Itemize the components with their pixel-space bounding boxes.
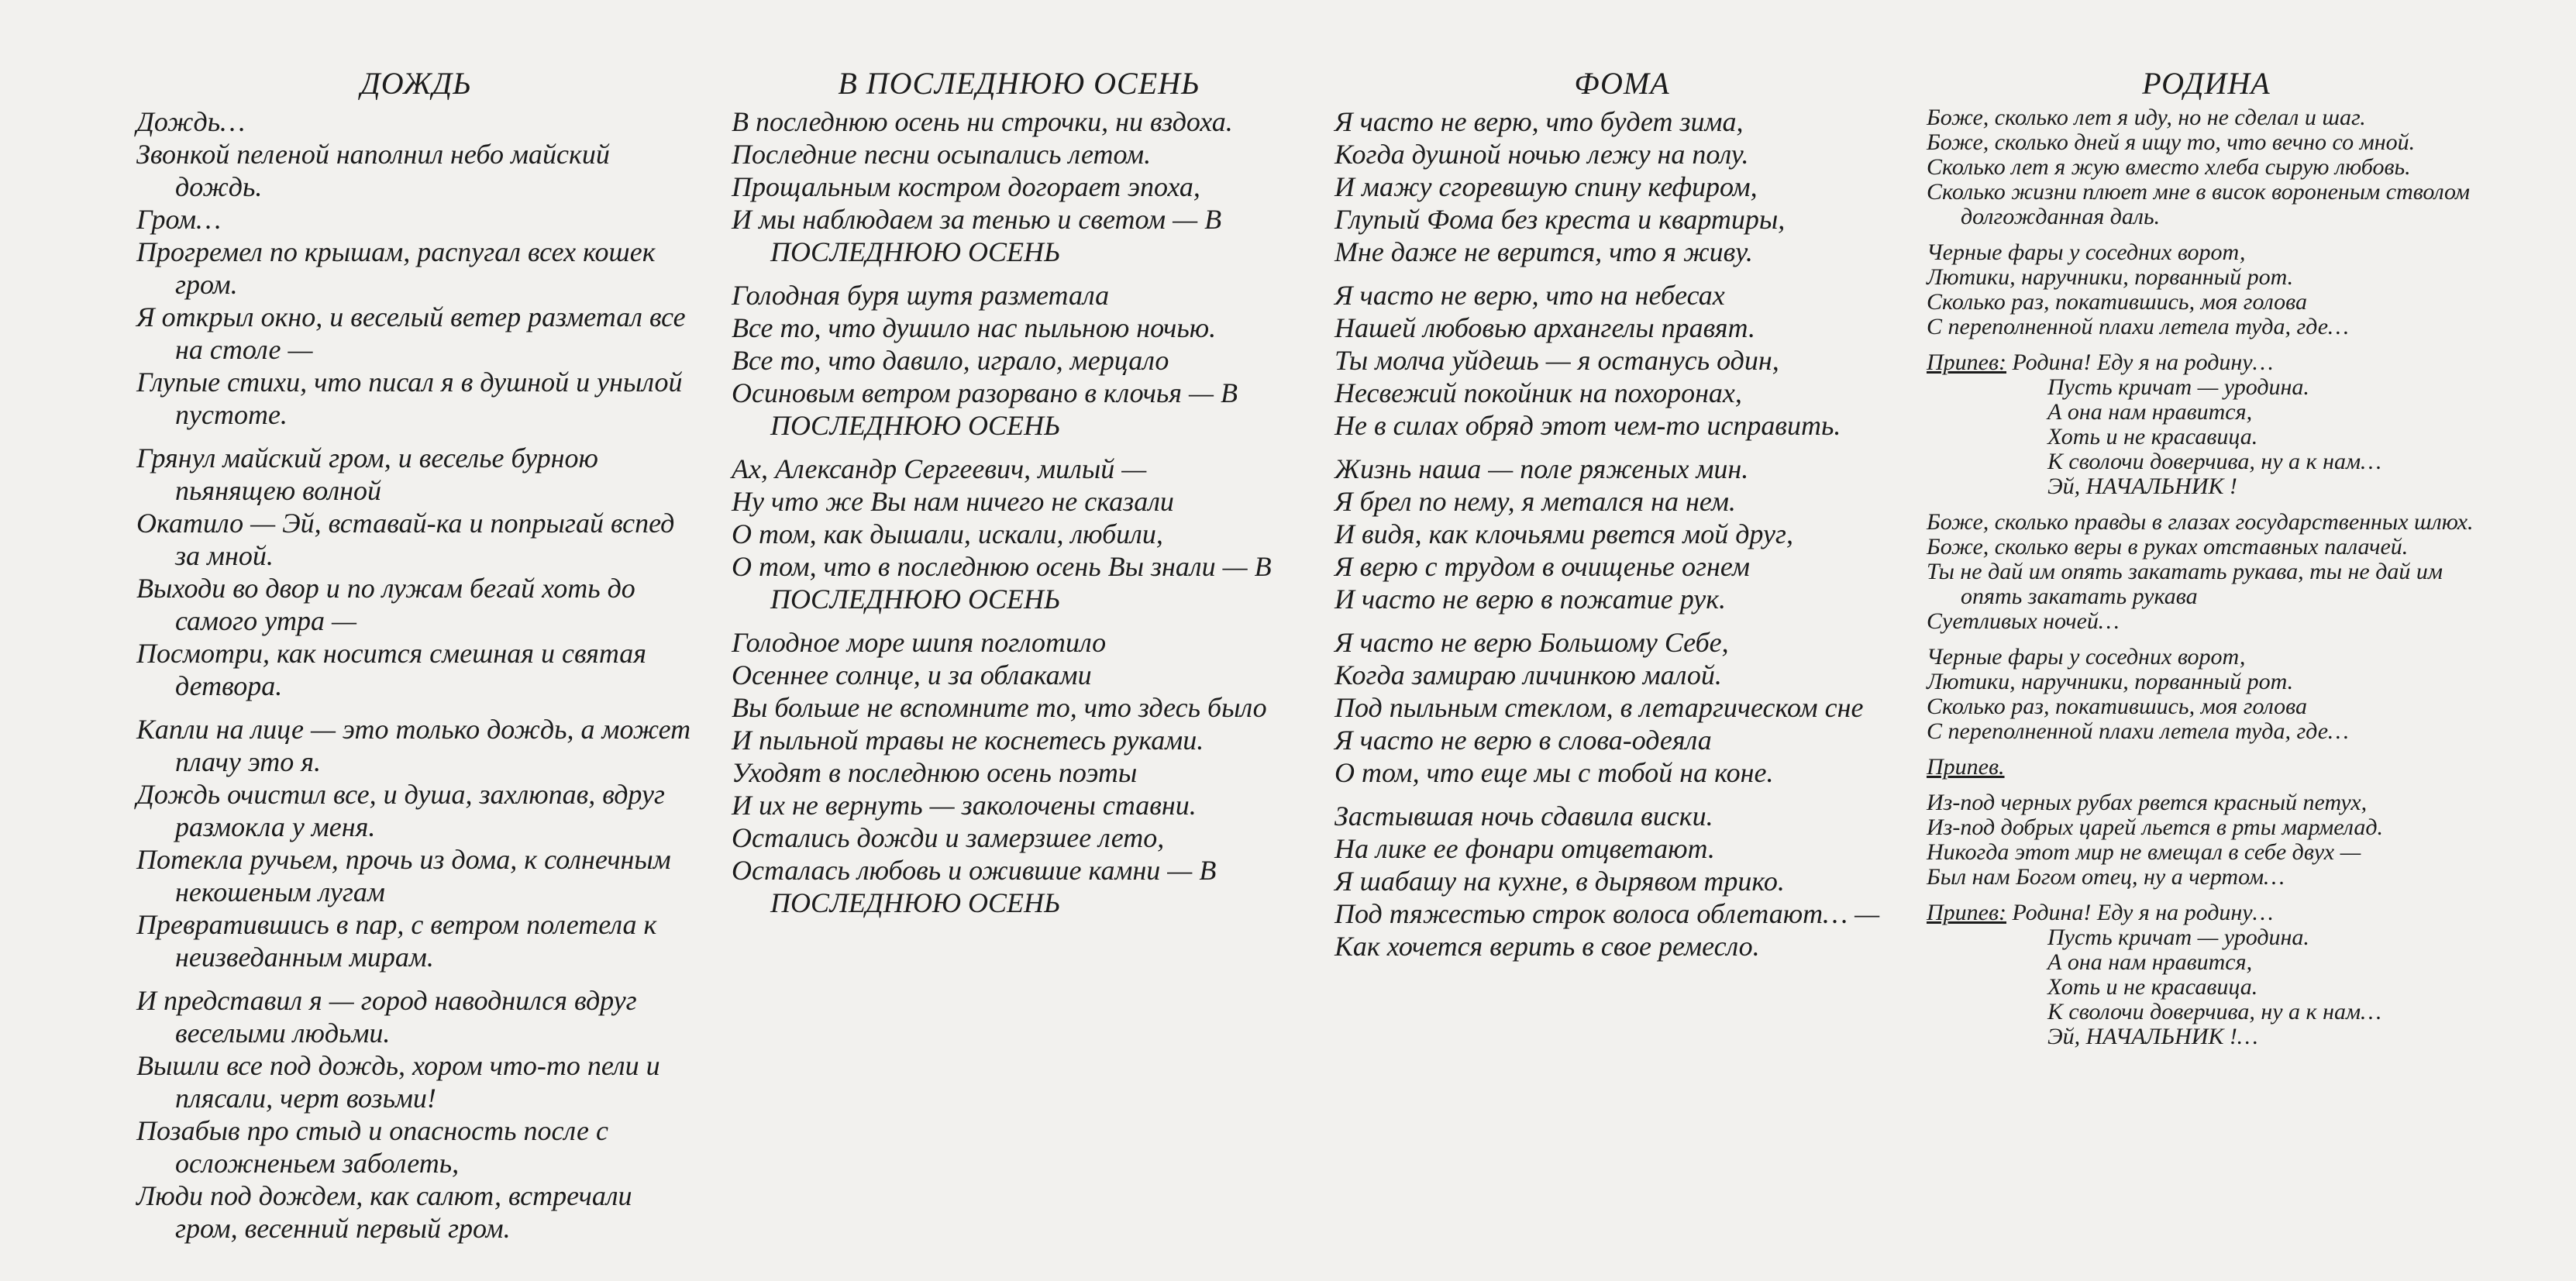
- stanza: [1334, 279, 1910, 442]
- verse-line: Суетливых ночей…: [1927, 608, 2120, 634]
- verse-line: Люди под дождем, как салют, встречали гром, весенний первый гром.: [136, 1180, 632, 1244]
- verse-line: Я верю с трудом в очищенье огнем: [1334, 551, 1750, 582]
- verse-line: Когда душной ночью лежу на полу.: [1334, 139, 1749, 170]
- verse-line: Несвежий покойник на похоронах,: [1334, 377, 1742, 408]
- verse-line: Превратившись в пар, с ветром полетела к неизведанным мирам.: [136, 909, 657, 973]
- verse-line: Сколько лет я жую вместо хлеба сырую любовь.: [1927, 154, 2411, 180]
- verse-line: Ты молча уйдешь — я останусь один,: [1334, 345, 1779, 376]
- stanza: [732, 453, 1307, 615]
- chorus-label: Припев:: [1927, 900, 2006, 925]
- verse-line: Был нам Богом отец, ну а чертом…: [1927, 864, 2285, 890]
- chorus-line: Эй, НАЧАЛЬНИК !: [2047, 473, 2237, 499]
- verse-line: С переполненной плахи летела туда, где…: [1927, 718, 2349, 744]
- verse-line: Дождь…: [136, 106, 246, 137]
- verse-line: Как хочется верить в свое ремесло.: [1334, 931, 1760, 962]
- verse-line: Под тяжестью строк волоса облетают… —: [1334, 898, 1880, 929]
- verse-line: Осталась любовь и ожившие камни — В ПОСЛЕДНЮЮ ОСЕНЬ: [732, 855, 1217, 918]
- verse-line: Ах, Александр Сергеевич, милый —: [732, 453, 1147, 484]
- verse-line: Из-под добрых царей льется в рты мармелад.: [1927, 814, 2383, 840]
- stanza: [136, 713, 696, 973]
- stanza: [1927, 240, 2486, 339]
- verse-line: Лютики, наручники, порванный рот.: [1927, 669, 2294, 694]
- poem-title: ФОМА: [1574, 66, 1670, 101]
- chorus-line: Пусть кричат — уродина.: [2047, 374, 2309, 400]
- verse-line: Под пыльным стеклом, в летаргическом сне: [1334, 692, 1864, 723]
- stanza: [136, 984, 696, 1245]
- stanza: [1927, 510, 2486, 634]
- verse-line: Прогремел по крышам, распугал всех кошек гром.: [136, 236, 656, 300]
- verse-line: О том, что в последнюю осень Вы знали — В ПОСЛЕДНЮЮ ОСЕНЬ: [732, 551, 1272, 615]
- verse-line: Я шабашу на кухне, в дырявом трико.: [1334, 866, 1785, 897]
- verse-line: Звонкой пеленой наполнил небо майский дождь.: [136, 139, 610, 202]
- stanza: [732, 626, 1307, 919]
- chorus-line: Пусть кричат — уродина.: [2047, 925, 2309, 950]
- poem-rodina: [1927, 65, 2486, 1060]
- stanza: [136, 105, 696, 431]
- verse-line: Позабыв про стыд и опасность после с осложненьем заболеть,: [136, 1115, 608, 1179]
- verse-line: Сколько жизни плюет мне в висок вороненым стволом долгожданная даль.: [1927, 179, 2471, 229]
- verse-line: Голодная буря шутя разметала: [732, 280, 1110, 311]
- verse-line: И пыльной травы не коснетесь руками.: [732, 725, 1204, 756]
- verse-line: Я часто не верю, что на небесах: [1334, 280, 1725, 311]
- verse-line: И мажу сгоревшую спину кефиром,: [1334, 171, 1758, 202]
- verse-line: С переполненной плахи летела туда, где…: [1927, 314, 2349, 339]
- chorus: [1927, 350, 2486, 499]
- verse-line: Последние песни осыпались летом.: [732, 139, 1152, 170]
- verse-line: И часто не верю в пожатие рук.: [1334, 584, 1727, 615]
- chorus-label-line: [1927, 755, 2486, 780]
- verse-line: Боже, сколько дней я ищу то, что вечно со мной.: [1927, 129, 2416, 155]
- verse-line: Остались дожди и замерзшее лето,: [732, 822, 1165, 853]
- stanza: [732, 279, 1307, 442]
- verse-line: Грянул майский гром, и веселье бурною пьянящею волной: [136, 442, 598, 506]
- chorus-line: А она нам нравится,: [2047, 399, 2253, 425]
- verse-line: На лике ее фонари отцветают.: [1334, 833, 1715, 864]
- stanza: [1334, 800, 1910, 962]
- verse-line: И их не вернуть — заколочены ставни.: [732, 790, 1197, 821]
- stanza: [1927, 105, 2486, 229]
- chorus-line: А она нам нравится,: [2047, 949, 2253, 975]
- verse-line: Гром…: [136, 204, 222, 235]
- verse-line: Все то, что давило, играло, мерцало: [732, 345, 1169, 376]
- chorus-line: Эй, НАЧАЛЬНИК !…: [2047, 1024, 2258, 1049]
- verse-line: Все то, что душило нас пыльною ночью.: [732, 312, 1217, 343]
- verse-line: И представил я — город наводнился вдруг веселыми людьми.: [136, 985, 637, 1049]
- verse-line: В последнюю осень ни строчки, ни вздоха.: [732, 106, 1233, 137]
- verse-line: Ты не дай им опять закатать рукава, ты не дай им опять закатать рукава: [1927, 559, 2443, 609]
- verse-line: Когда замираю личинкою малой.: [1334, 659, 1722, 690]
- verse-line: О том, что еще мы с тобой на коне.: [1334, 757, 1774, 788]
- verse-line: Не в силах обряд этот чем-то исправить.: [1334, 410, 1841, 441]
- verse-line: Застывшая ночь сдавила виски.: [1334, 801, 1713, 832]
- verse-line: Мне даже не верится, что я живу.: [1334, 236, 1753, 267]
- verse-line: Боже, сколько веры в руках отставных палачей.: [1927, 534, 2409, 560]
- verse-line: О том, как дышали, искали, любили,: [732, 518, 1163, 549]
- verse-line: Потекла ручьем, прочь из дома, к солнечным некошеным лугам: [136, 844, 671, 907]
- poem-dozhd: [136, 65, 696, 1255]
- verse-line: Капли на лице — это только дождь, а может плачу это я.: [136, 714, 691, 777]
- chorus-first-line: [1927, 350, 2486, 375]
- verse-line: Боже, сколько правды в глазах государственных шлюх.: [1927, 509, 2474, 535]
- poem-title: ДОЖДЬ: [360, 66, 472, 101]
- poem-title: В ПОСЛЕДНЮЮ ОСЕНЬ: [838, 66, 1200, 101]
- verse-line: Боже, сколько лет я иду, но не сделал и шаг.: [1927, 105, 2366, 130]
- verse-line: Уходят в последнюю осень поэты: [732, 757, 1138, 788]
- verse-line: Осиновым ветром разорвано в клочья — В ПОСЛЕДНЮЮ ОСЕНЬ: [732, 377, 1238, 441]
- verse-line: Я часто не верю Большому Себе,: [1334, 627, 1729, 658]
- chorus-line: Хоть и не красавица.: [2047, 974, 2258, 1000]
- verse-line: Осеннее солнце, и за облаками: [732, 659, 1092, 690]
- chorus-line: Хоть и не красавица.: [2047, 424, 2258, 449]
- verse-line: Из-под черных рубах рвется красный петух,: [1927, 790, 2368, 815]
- stanza: [136, 442, 696, 702]
- poem-foma: [1334, 65, 1910, 973]
- verse-line: Нашей любовью архангелы правят.: [1334, 312, 1755, 343]
- poem-title: РОДИНА: [2142, 66, 2271, 101]
- verse-line: Дождь очистил все, и душа, захлюпав, вдруг размокла у меня.: [136, 779, 665, 842]
- verse-line: Никогда этот мир не вмещал в себе двух —: [1927, 839, 2361, 865]
- verse-line: Сколько раз, покатившись, моя голова: [1927, 694, 2307, 719]
- verse-line: Ну что же Вы нам ничего не сказали: [732, 486, 1174, 517]
- chorus-label: Припев:: [1927, 350, 2006, 375]
- verse-line: Я брел по нему, я метался на нем.: [1334, 486, 1736, 517]
- stanza: [1334, 626, 1910, 789]
- stanza: [1334, 453, 1910, 615]
- verse-line: Черные фары у соседних ворот,: [1927, 239, 2246, 265]
- chorus: [1927, 900, 2486, 1049]
- verse-line: Я открыл окно, и веселый ветер разметал все на столе —: [136, 301, 686, 365]
- verse-line: Прощальным костром догорает эпоха,: [732, 171, 1200, 202]
- verse-line: Лютики, наручники, порванный рот.: [1927, 264, 2294, 290]
- poem-v-poslednyuyu-osen: [732, 65, 1307, 930]
- verse-line: Я часто не верю, что будет зима,: [1334, 106, 1744, 137]
- verse-line: И видя, как клочьями рвется мой друг,: [1334, 518, 1793, 549]
- chorus-line: К сволочи доверчива, ну а к нам…: [2047, 449, 2381, 474]
- verse-line: Окатило — Эй, вставай-ка и попрыгай вспед за мной.: [136, 508, 675, 571]
- chorus-first-line: [1927, 900, 2486, 925]
- verse-line: Глупый Фома без креста и квартиры,: [1334, 204, 1786, 235]
- verse-line: Вы больше не вспомните то, что здесь было: [732, 692, 1267, 723]
- verse-line: И мы наблюдаем за тенью и светом — В ПОСЛЕДНЮЮ ОСЕНЬ: [732, 204, 1222, 267]
- verse-line: Я часто не верю в слова-одеяла: [1334, 725, 1712, 756]
- chorus-line: Родина! Еду я на родину…: [2006, 350, 2274, 375]
- stanza: [1927, 790, 2486, 890]
- verse-line: Глупые стихи, что писал я в душной и унылой пустоте.: [136, 367, 683, 430]
- verse-line: Вышли все под дождь, хором что-то пели и плясали, черт возьми!: [136, 1050, 660, 1114]
- chorus-label: Припев.: [1927, 754, 2005, 780]
- stanza: [1927, 645, 2486, 744]
- verse-line: Жизнь наша — поле ряженых мин.: [1334, 453, 1749, 484]
- verse-line: Черные фары у соседних ворот,: [1927, 644, 2246, 670]
- verse-line: Выходи во двор и по лужам бегай хоть до самого утра —: [136, 573, 635, 636]
- verse-line: Сколько раз, покатившись, моя голова: [1927, 289, 2307, 315]
- stanza: [1334, 105, 1910, 268]
- chorus-ref: [1927, 755, 2486, 780]
- chorus-line: Родина! Еду я на родину…: [2006, 900, 2274, 925]
- chorus-line: К сволочи доверчива, ну а к нам…: [2047, 999, 2381, 1024]
- verse-line: Посмотри, как носится смешная и святая детвора.: [136, 638, 647, 701]
- verse-line: Голодное море шипя поглотило: [732, 627, 1107, 658]
- stanza: [732, 105, 1307, 268]
